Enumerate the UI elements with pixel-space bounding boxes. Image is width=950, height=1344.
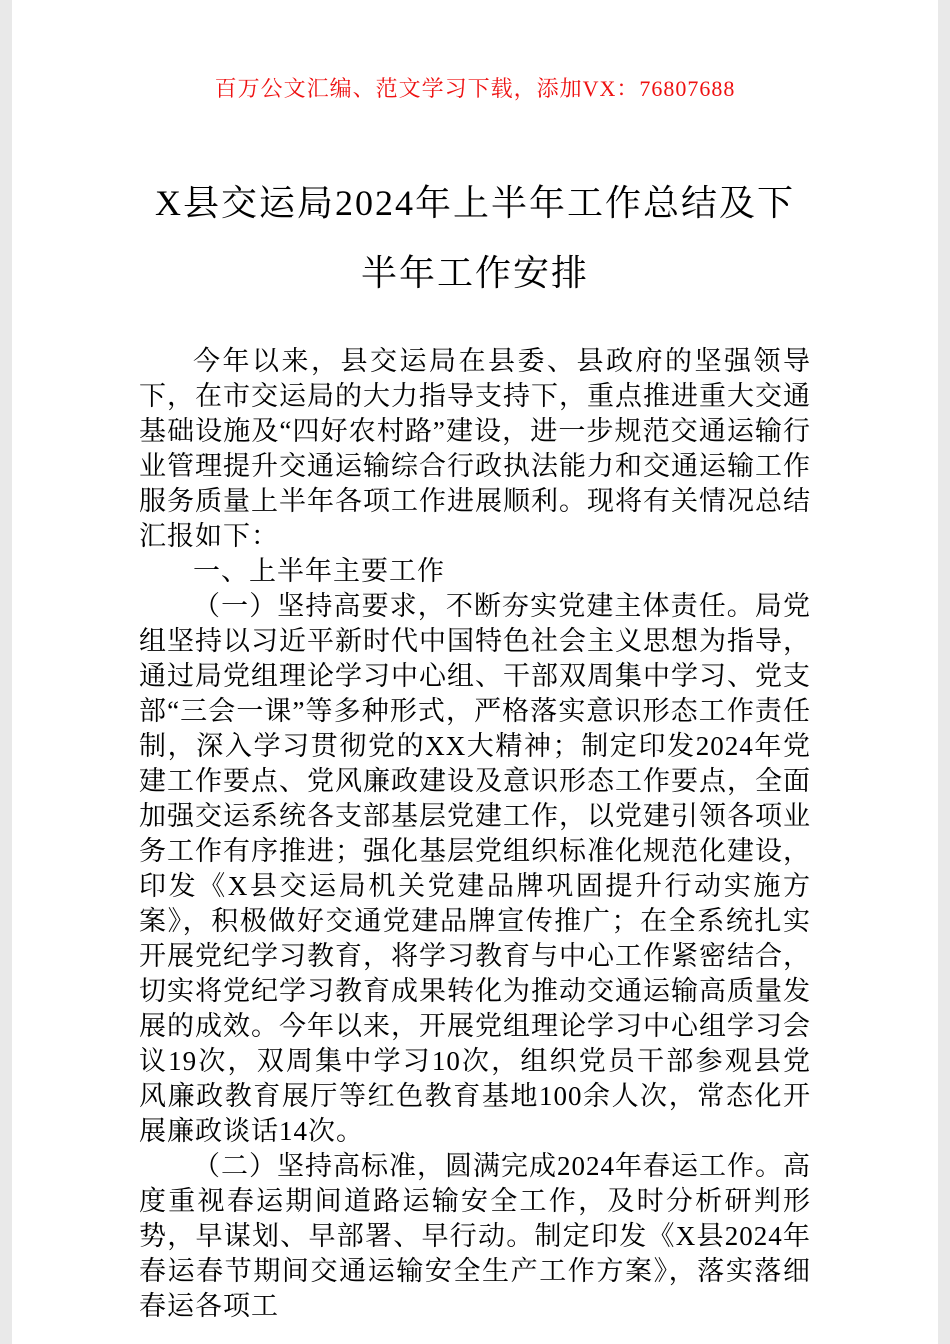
document-body (139, 344, 811, 1324)
paragraph-intro: 今年以来，县交运局在县委、县政府的坚强领导下，在市交运局的大力指导支持下，重点推进重大交通基础设施及“四好农村路”建设，进一步规范交通运输行业管理提升交通运输综合行政执法能力和交通运输工作服务质量上半年各项工作进展顺利。现将有关情况总结汇报如下： (139, 346, 811, 551)
document-page (12, 0, 938, 1344)
promo-header: 百万公文汇编、范文学习下载，添加VX：76807688 (214, 76, 736, 101)
section-heading: 一、上半年主要工作 (193, 556, 445, 586)
document-title: X县交运局2024年上半年工作总结及下半年工作安排 (155, 183, 795, 293)
paragraph-item-one: （一）坚持高要求，不断夯实党建主体责任。局党组坚持以习近平新时代中国特色社会主义思想为指导，通过局党组理论学习中心组、干部双周集中学习、党支部“三会一课”等多种形式，严格落实意识形态工作责任制，深入学习贯彻党的XX大精神；制定印发2024年党建工作要点、党风廉政建设及意识形态工作要点，全面加强交运系统各支部基层党建工作，以党建引领各项业务工作有序推进；强化基层党组织标准化规范化建设，印发《X县交运局机关党建品牌巩固提升行动实施方案》，积极做好交通党建品牌宣传推广；在全系统扎实开展党纪学习教育，将学习教育与中心工作紧密结合，切实将党纪学习教育成果转化为推动交通运输高质量发展的成效。今年以来，开展党组理论学习中心组学习会议19次，双周集中学习10次，组织党员干部参观县党风廉政教育展厅等红色教育基地100余人次，常态化开展廉政谈话14次。 (139, 591, 811, 1146)
paragraph-item-two: （二）坚持高标准，圆满完成2024年春运工作。高度重视春运期间道路运输安全工作，及时分析研判形势，早谋划、早部署、早行动。制定印发《X县2024年春运春节期间交通运输安全生产工作方案》，落实落细春运各项工 (139, 1151, 811, 1321)
